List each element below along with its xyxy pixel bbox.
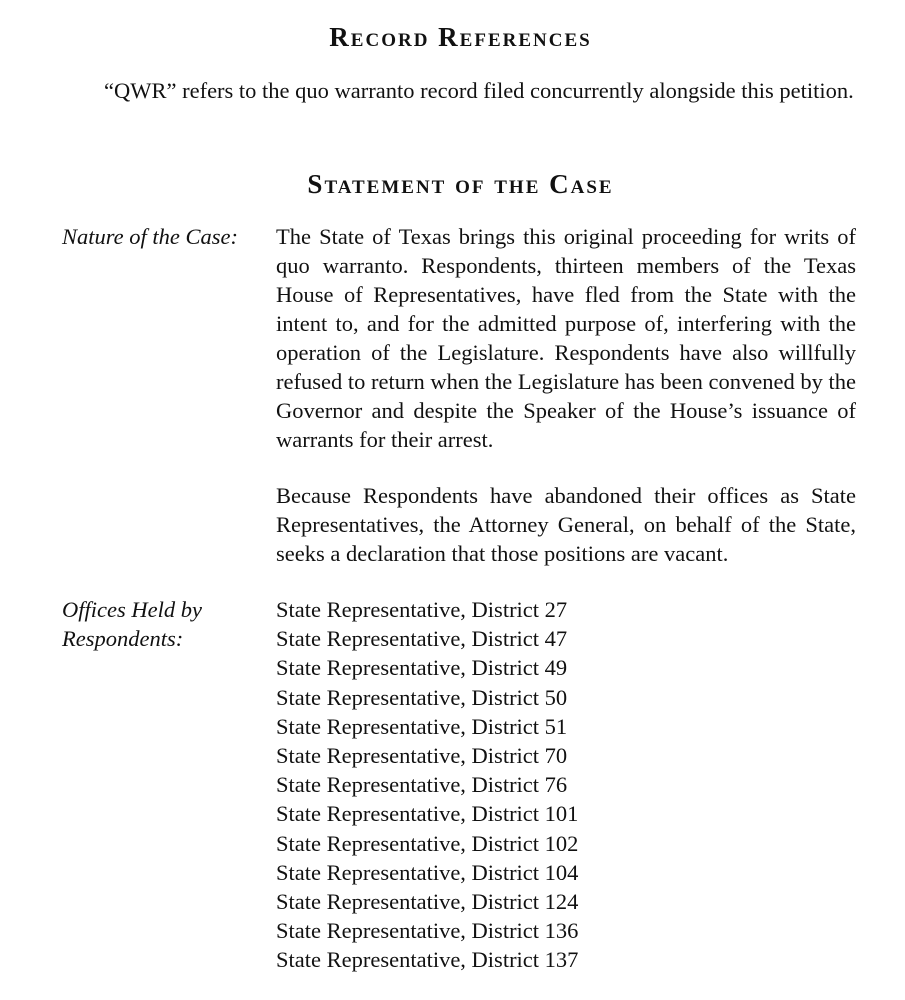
- office-item: State Representative, District 104: [276, 859, 579, 885]
- statement-of-case-heading: Statement of the Case: [307, 169, 614, 199]
- office-item: State Representative, District 49: [276, 655, 568, 681]
- office-item: State Representative, District 102: [276, 830, 579, 856]
- offices-list: [276, 595, 578, 975]
- office-item: State Representative, District 137: [276, 947, 579, 973]
- office-item: State Representative, District 124: [276, 889, 579, 915]
- office-item: State Representative, District 27: [276, 597, 568, 622]
- record-references-paragraph: “QWR” refers to the quo warranto record filed concurrently alongside this petition.: [104, 78, 854, 103]
- abandonment-paragraph: Because Respondents have abandoned their offices as State Representatives, the Attorney General, on behalf of the State, seeks a declaration that those positions are vacant.: [276, 483, 856, 566]
- office-item: State Representative, District 47: [276, 626, 568, 652]
- office-item: State Representative, District 76: [276, 772, 568, 798]
- office-item: State Representative, District 50: [276, 684, 568, 710]
- office-item: State Representative, District 70: [276, 743, 568, 769]
- office-item: State Representative, District 101: [276, 801, 579, 827]
- nature-of-case-paragraph: The State of Texas brings this original proceeding for writs of quo warranto. Respondents, thirteen members of the Texas House of Representatives, have fled from the State with the intent to, and for the admitted purpose of, interfering with the operation of the Legislature. Respondents have also willfully refused to return when the Legislature has been convened by the Governor and despite the Speaker of the House’s issuance of warrants for their arrest.: [276, 224, 856, 452]
- nature-of-case-label: Nature of the Case:: [62, 224, 239, 249]
- offices-held-label: Offices Held by Respondents:: [62, 597, 202, 651]
- record-references-heading: Record References: [329, 22, 592, 52]
- office-item: State Representative, District 51: [276, 713, 568, 739]
- office-item: State Representative, District 136: [276, 918, 579, 944]
